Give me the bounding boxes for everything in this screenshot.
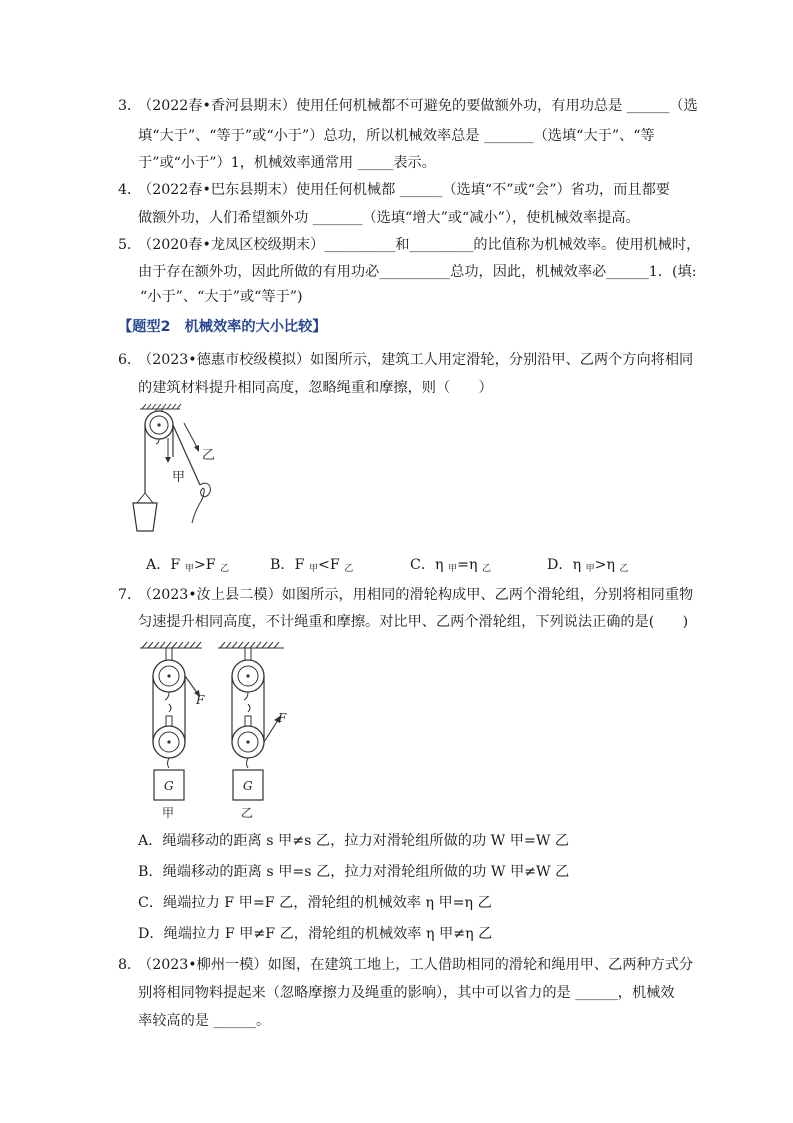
q5-number: 5． (118, 237, 142, 253)
q3-line-3: 于”或“小于”）1，机械效率通常用 _____表示。 (138, 155, 436, 171)
q7-option-b[interactable]: B．绳端移动的距离 s 甲=s 乙，拉力对滑轮组所做的功 W 甲≠W 乙 (138, 864, 570, 880)
section-heading: 【题型2 机械效率的大小比较】 (118, 319, 327, 335)
q6-option-b[interactable]: B．F $_甲$<F $_乙$ (270, 557, 354, 574)
q5-line-3: “小于”、“大于”或“等于”) (140, 289, 303, 305)
q7-option-a[interactable]: A．绳端移动的距离 s 甲≠s 乙，拉力对滑轮组所做的功 W 甲=W 乙 (138, 833, 570, 849)
q5-line-2: 由于存在额外功，因此所做的有用功必__________总功，因此，机械效率必______1．(填: (138, 264, 697, 280)
label-jia: 甲 (172, 470, 186, 485)
q6-option-d[interactable]: D．η $_甲$>η $_乙$ (547, 557, 629, 574)
q8-line-2: 别将相同物料提起来（忽略摩擦力及绳重的影响），其中可以省力的是 ______，机械效 (138, 985, 675, 1001)
q6-option-c[interactable]: C．η $_甲$=η $_乙$ (410, 557, 491, 574)
q3-number: 3． (118, 98, 142, 114)
q7-option-d[interactable]: D．绳端拉力 F 甲≠F 乙，滑轮组的机械效率 η 甲≠η 乙 (138, 926, 493, 942)
q3-line-2: 填“大于”、“等于”或“小于”）总功，所以机械效率总是 _______（选填“大于”、“等 (138, 128, 655, 144)
q4-number: 4． (118, 182, 142, 198)
q4-line-1: （2022春•巴东县期末）使用任何机械都 ______（选填“不”或“会”）省功，而且都要 (138, 182, 670, 198)
q7-line-1: （2023•汝上县二模）如图所示，用相同的滑轮构成甲、乙两个滑轮组，分别将相同重物 (138, 587, 694, 603)
q8-line-3: 率较高的是 ______。 (138, 1013, 271, 1029)
ceiling-hatch (140, 404, 181, 409)
q7-option-c[interactable]: C．绳端拉力 F 甲=F 乙，滑轮组的机械效率 η 甲=η 乙 (138, 895, 492, 911)
q8-number: 8． (118, 957, 142, 973)
load-bucket (133, 503, 157, 531)
q4-line-2: 做额外功，人们希望额外功 _______（选填“增大”或“减小”），使机械效率提高。 (138, 210, 640, 226)
force-label-jia: F (196, 693, 205, 707)
pulley-set-yi (218, 642, 287, 820)
set-label-yi: 乙 (241, 806, 254, 820)
label-yi: 乙 (202, 448, 216, 463)
q6-number: 6． (118, 352, 142, 368)
q6-line-2: 的建筑材料提升相同高度，忽略绳重和摩擦，则（ ） (138, 380, 493, 396)
q8-line-1: （2023•柳州一模）如图，在建筑工地上，工人借助相同的滑轮和绳用甲、乙两种方式分 (138, 957, 694, 973)
q6-pulley-figure (132, 403, 232, 548)
q5-line-1: （2020春•龙凤区校级期末）__________和_________的比值称为机械效率。使用机械时， (138, 237, 701, 253)
q6-option-a[interactable]: A．F $_甲$>F $_乙$ (146, 557, 230, 574)
q7-number: 7． (118, 587, 142, 603)
weight-label-jia: G (164, 779, 174, 793)
set-label-jia: 甲 (162, 806, 175, 820)
weight-label-yi: G (243, 779, 253, 793)
q6-line-1: （2023•德惠市校级模拟）如图所示，建筑工人用定滑轮，分别沿甲、乙两个方向将相同 (138, 352, 694, 368)
pulley-set-jia (140, 642, 205, 820)
q7-pulley-figure (138, 640, 318, 822)
q7-line-2: 匀速提升相同高度，不计绳重和摩擦。对比甲、乙两个滑轮组，下列说法正确的是( ) (138, 614, 689, 630)
q3-line-1: （2022春•香河县期末）使用任何机械都不可避免的要做额外功，有用功总是 ______（选 (138, 98, 698, 114)
force-label-yi: F (278, 711, 287, 725)
